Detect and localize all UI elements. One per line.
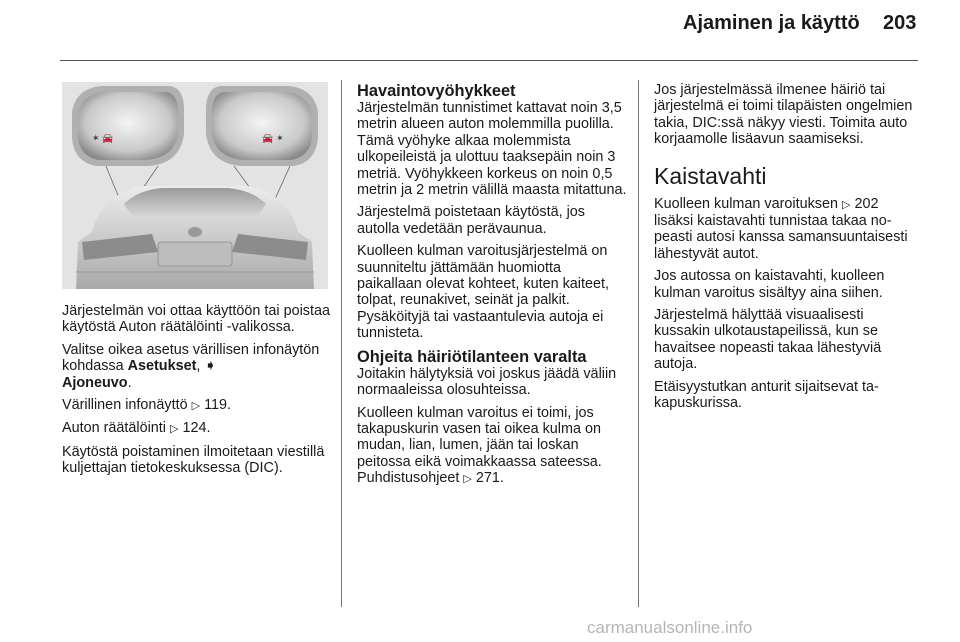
paragraph: [62, 397, 332, 414]
page-reference: 202: [854, 195, 879, 212]
column-divider: [638, 80, 639, 607]
left-mirror: [72, 86, 184, 166]
paragraph: Joitakin hälytyksiä voi joskus jäädä väliin normaaleissa olosuhteissa.: [357, 365, 617, 399]
page-number: 203: [883, 12, 917, 34]
paragraph: [62, 420, 332, 437]
column-3: [654, 82, 922, 418]
menu-path-settings: Asetukset: [127, 358, 197, 375]
section-heading: Ohjeita häiriötilanteen varalta: [357, 347, 587, 366]
page-reference-arrow-icon: ▷: [170, 423, 179, 436]
page-title: Ajaminen ja käyttö: [683, 12, 860, 34]
text: ,: [196, 358, 205, 375]
section-heading: Havaintovyöhykkeet: [357, 82, 516, 100]
page-reference: 124.: [182, 420, 211, 437]
column-divider: [341, 80, 342, 607]
header-divider: [60, 60, 918, 61]
text: .: [127, 374, 132, 391]
paragraph: Kuolleen kulman varoitusjärjestelmä on suunniteltu jättämään huomiotta paikallaan olevat kohteet, kuten kaiteet, tolpat, reunakivet, seinät ja palkit. Pysäköityjä tai vastaantulevia autoja ei tunnisteta.: [357, 243, 610, 342]
column-1: [62, 303, 332, 483]
car-warning-icon: 🚘 ✶: [262, 134, 284, 144]
paragraph: [62, 342, 332, 391]
page-reference-arrow-icon: ▷: [191, 400, 201, 413]
right-mirror: [206, 86, 318, 166]
watermark: carmanualsonline.info: [587, 618, 753, 637]
paragraph: Etäisyystutkan anturit sijaitsevat takapuskurissa.: [654, 378, 879, 412]
paragraph: Käytöstä poistaminen ilmoitetaan viestillä kuljettajan tietokeskuksessa (DIC).: [62, 443, 325, 477]
page-reference: 271.: [475, 470, 504, 487]
paragraph: Järjestelmän voi ottaa käyttöön tai poistaa käytöstä Auton räätälöinti -valikossa.: [62, 303, 330, 336]
paragraph: [654, 196, 922, 263]
page-reference: 119.: [204, 397, 232, 414]
paragraph: Järjestelmä hälyttää visuaalisesti kussakin ulkotaustapeilissä, kun se havaitsee nopeasti takaa lähestyviä autoja.: [654, 307, 882, 373]
paragraph: Järjestelmä poistetaan käytöstä, jos autolla vedetään perävaunua.: [357, 204, 585, 237]
text: Valitse oikea asetus värillisen infonäytön kohdassa: [62, 341, 320, 375]
text: Kuolleen kulman varoituksen: [654, 195, 842, 212]
paragraph: Jos autossa on kaistavahti, kuolleen kulman varoitus sisältyy aina siihen.: [654, 268, 885, 301]
paragraph: Järjestelmän tunnistimet kattavat noin 3,5 metrin alueen auton molemmilla puolilla. Tämä vyöhyke alkaa molemmista ulkopeileistä ja ulottuu taaksepäin noin 3 metriä. Vyöhykkeen korkeus on noin 0,5 metrin ja 2 metrin välillä maasta mitattuna.: [357, 100, 627, 199]
column-2: [357, 82, 627, 494]
page-reference-arrow-icon: ▷: [463, 473, 472, 486]
paragraph: [357, 405, 627, 488]
text: Auton räätälöinti: [62, 420, 171, 437]
paragraph: Jos järjestelmässä ilmenee häiriö tai järjestelmä ei toimi tilapäisten ongelmien takia, DIC:ssä näkyy viesti. Toimita auto korjaamolle lisäavun saamiseksi.: [654, 82, 913, 148]
menu-path-vehicle: Ajoneuvo: [62, 374, 128, 391]
page-reference-arrow-icon: ▷: [842, 198, 851, 211]
blind-spot-illustration: [62, 82, 328, 289]
text: Värillinen infonäyttö: [62, 397, 192, 414]
section-heading: Kaistavahti: [654, 162, 767, 189]
car-rear: [76, 186, 314, 289]
text: Kuolleen kulman varoitus ei toimi, jos takapuskurin vasen tai oikea kulma on mudan, lian, lumen, jään tai loskan peitossa eikä voimakkaassa sateessa. Puhdistusohjeet: [357, 404, 602, 487]
car-warning-icon: ✶ 🚘: [92, 134, 114, 144]
arrow-icon: ➧: [204, 358, 217, 375]
text: lisäksi kaistavahti tunnistaa takaa nopeasti autosi kanssa samansuuntaisesti lähestyvät autot.: [654, 213, 908, 262]
